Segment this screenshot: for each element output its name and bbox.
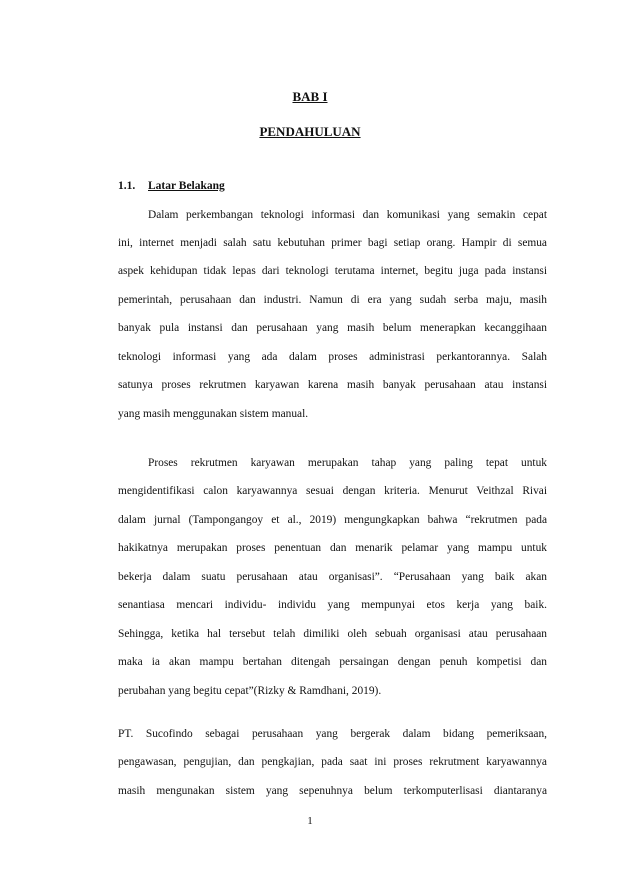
paragraph-line: pemerintah, perusahaan dan industri. Namun di era yang sudah serba maju, masih xyxy=(118,294,547,306)
paragraph-line: PT. Sucofindo sebagai perusahaan yang bergerak dalam bidang pemeriksaan, xyxy=(118,728,547,740)
section-heading xyxy=(118,180,225,192)
paragraph-line: yang masih menggunakan sistem manual. xyxy=(118,408,309,420)
section-title: Latar Belakang xyxy=(148,180,225,192)
paragraph-line: mengidentifikasi calon karyawannya sesuai dengan kriteria. Menurut Veithzal Rivai xyxy=(118,485,547,497)
paragraph-line: satunya proses rekrutmen karyawan karena masih banyak perusahaan atau instansi xyxy=(118,379,547,391)
paragraph-line: aspek kehidupan tidak lepas dari teknologi terutama internet, begitu juga pada instansi xyxy=(118,265,547,277)
paragraph-line: banyak pula instansi dan perusahaan yang masih belum menerapkan kecanggihaan xyxy=(118,322,547,334)
paragraph-line: pengawasan, pengujian, dan pengkajian, pada saat ini proses rekrutment karyawannya xyxy=(118,756,547,768)
paragraph-line: teknologi informasi yang ada dalam proses administrasi perkantorannya. Salah xyxy=(118,351,547,363)
chapter-title: PENDAHULUAN xyxy=(259,124,361,139)
paragraph-line: Sehingga, ketika hal tersebut telah dimiliki oleh sebuah organisasi atau perusahaan xyxy=(118,628,547,640)
paragraph-line: dalam jurnal (Tampongangoy et al., 2019) mengungkapkan bahwa “rekrutmen pada xyxy=(118,514,547,526)
paragraph-line: senantiasa mencari individu- individu yang mempunyai etos kerja yang baik. xyxy=(118,599,547,611)
paragraph-line: ini, internet menjadi salah satu kebutuhan primer bagi setiap orang. Hampir di semua xyxy=(118,237,547,249)
paragraph-line: hakikatnya merupakan proses penentuan dan menarik pelamar yang mampu untuk xyxy=(118,542,547,554)
page-number: 1 xyxy=(307,815,313,827)
chapter-heading: BAB I xyxy=(292,89,328,104)
paragraph-line: Proses rekrutmen karyawan merupakan tahap yang paling tepat untuk xyxy=(148,457,547,469)
paragraph-line: masih mengunakan sistem yang sepenuhnya belum terkomputerlisasi diantaranya xyxy=(118,785,547,797)
paragraph-line: Dalam perkembangan teknologi informasi dan komunikasi yang semakin cepat xyxy=(148,209,547,221)
section-number: 1.1. xyxy=(118,180,136,192)
paragraph-line: maka ia akan mampu bertahan ditengah persaingan dengan penuh kompetisi dan xyxy=(118,656,547,668)
paragraph-line: perubahan yang begitu cepat”(Rizky & Ramdhani, 2019). xyxy=(118,685,382,697)
paragraph-line: bekerja dalam suatu perusahaan atau organisasi”. “Perusahaan yang baik akan xyxy=(118,571,547,583)
